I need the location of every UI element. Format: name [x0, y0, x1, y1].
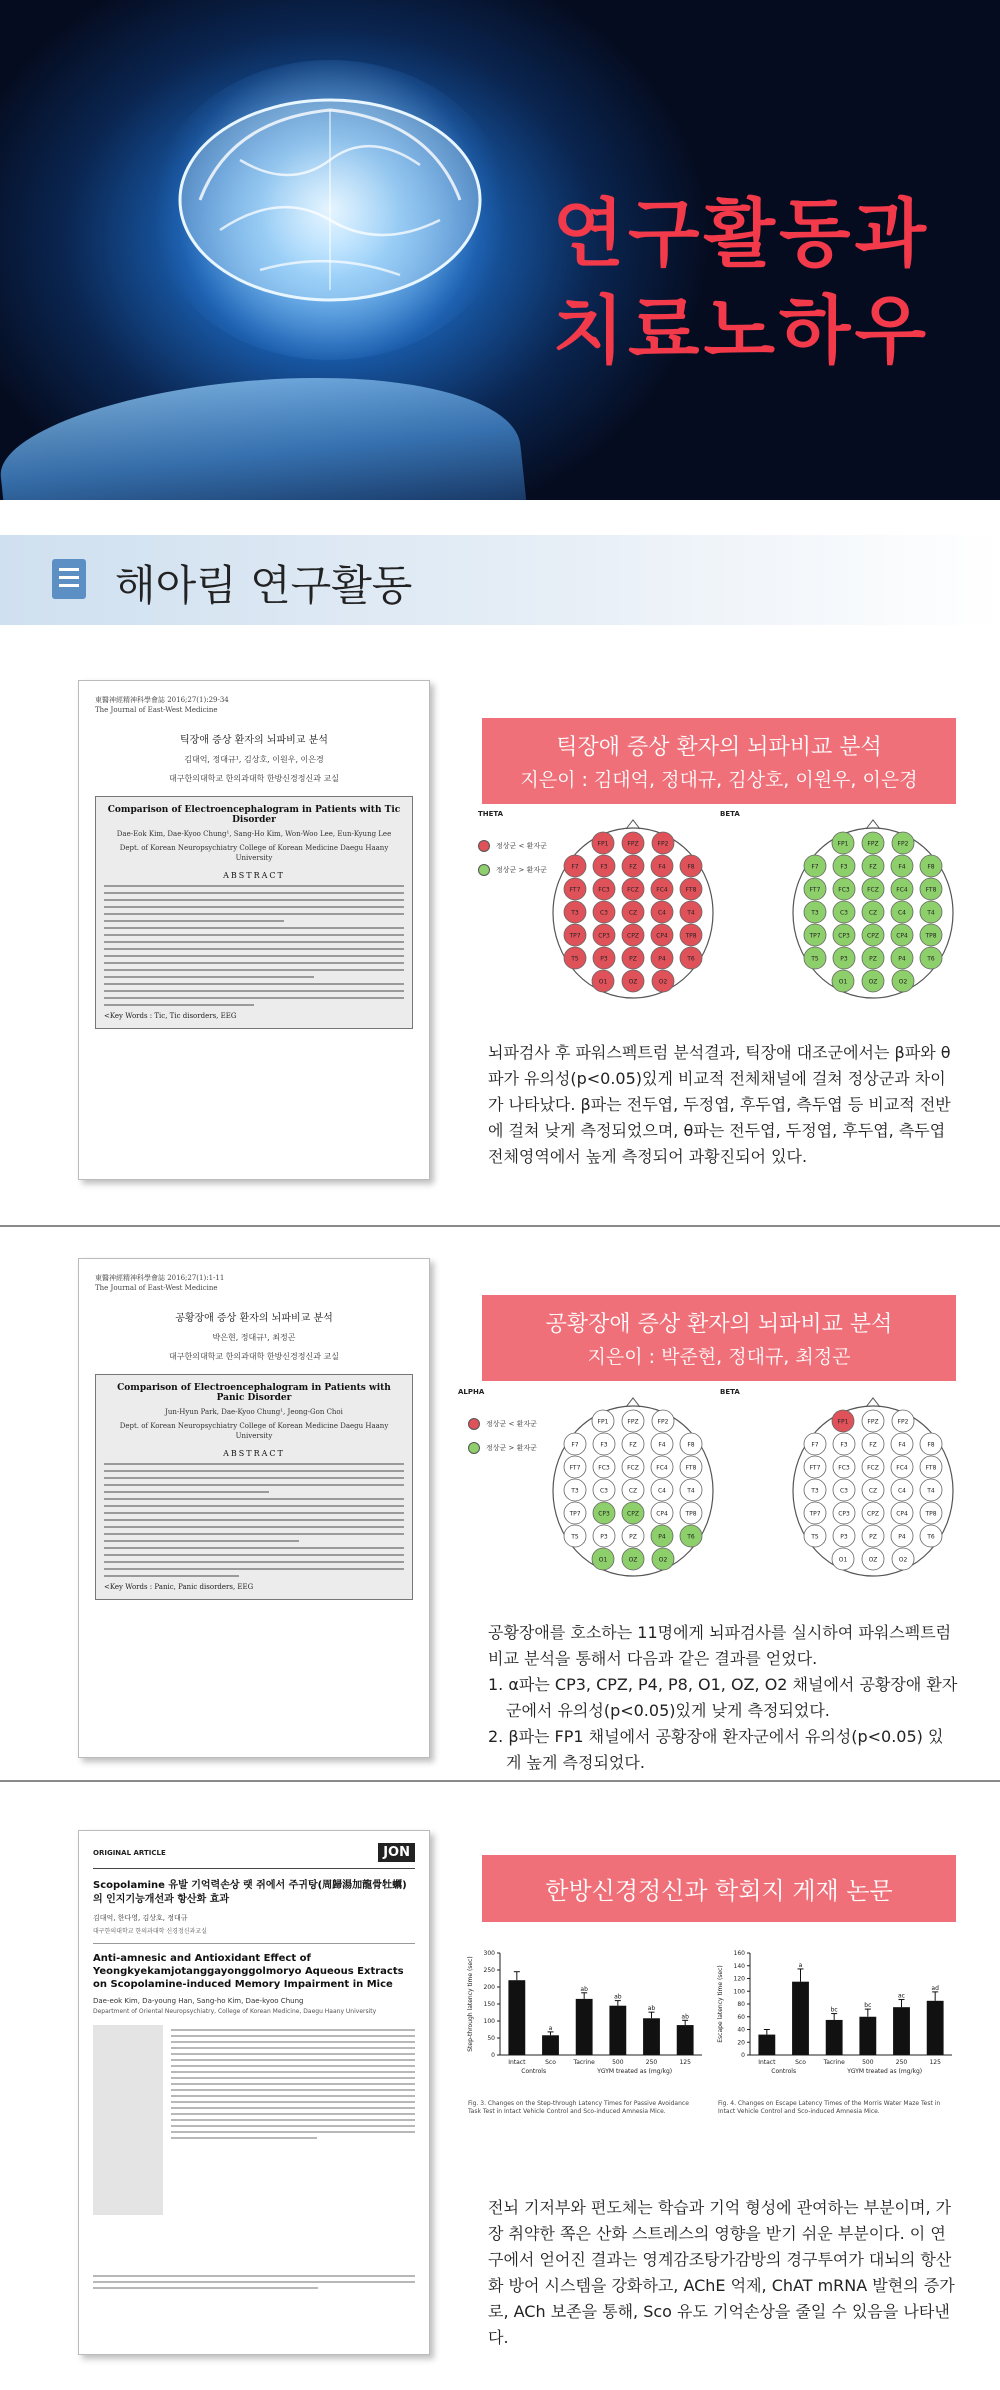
electrode-label: O2 [658, 1556, 668, 1564]
paper-en-title: Anti-amnesic and Antioxidant Effect of Yeongkyekamjotanggayonggolmoryo Aqueous Extracts on Scopolamine-induced Memory Impairment in Mice [93, 1953, 404, 1990]
electrode-label: C3 [599, 1487, 609, 1495]
electrode-label: F3 [840, 1441, 848, 1449]
electrode-label: FT7 [809, 1464, 821, 1472]
electrode-label: F4 [898, 1441, 906, 1449]
electrode-label: C3 [599, 909, 609, 917]
pill-authors-text: 지은이 : 박준현, 정대규, 최정곤 [587, 1346, 851, 1368]
electrode-label: T6 [687, 955, 695, 963]
paper-en-authors: Dae-eok Kim, Da-young Han, Sang-ho Kim, Dae-kyoo Chung [93, 1997, 304, 2005]
electrode-label: FCZ [627, 886, 639, 894]
electrode-label: FCZ [627, 1464, 639, 1472]
electrode-label: F8 [687, 1441, 695, 1449]
electrode-label: T3 [571, 1487, 579, 1495]
electrode-label: CPZ [867, 932, 879, 940]
scalp-map-left [548, 818, 718, 1003]
electrode-label: O2 [898, 978, 908, 986]
x-tick-label: Tacrine [573, 2059, 595, 2066]
paper-journal: The Journal of East-West Medicine [95, 1284, 218, 1292]
desc-item-2: 2. β파는 FP1 채널에서 공황장애 환자군에서 유의성(p<0.05) 있게 높게 측정되었다. [488, 1727, 944, 1772]
electrode-label: FZ [869, 1441, 877, 1449]
paper-abstract-label: ABSTRACT [223, 1449, 285, 1458]
electrode-label: TP7 [809, 932, 821, 940]
paper-kr-authors: 박은현, 정대규¹, 최정곤 [212, 1333, 296, 1342]
section-header [0, 535, 1000, 625]
electrode-label: TP7 [569, 932, 581, 940]
electrode-label: FC3 [598, 1464, 610, 1472]
electrode-label: TP7 [569, 1510, 581, 1518]
electrode-label: FZ [629, 863, 637, 871]
electrode-label: OZ [628, 978, 638, 986]
significance-label: ab [681, 2013, 689, 2021]
electrode-label: F8 [687, 863, 695, 871]
paper-thumbnail-journal [78, 1830, 430, 2355]
electrode-label: F3 [840, 863, 848, 871]
paper-article-type: ORIGINAL ARTICLE [93, 1848, 166, 1857]
electrode-label: CP3 [838, 932, 850, 940]
electrode-label: FPZ [867, 1418, 879, 1426]
electrode-label: F4 [658, 863, 666, 871]
electrode-label: O2 [658, 978, 668, 986]
electrode-label: CP4 [656, 1510, 668, 1518]
group-label: YGYM treated as (mg/kg) [847, 2068, 923, 2075]
x-tick-label: Intact [508, 2059, 526, 2066]
pill-authors-text: 지은이 : 김대억, 정대규, 김상호, 이원우, 이은경 [520, 769, 918, 791]
x-tick-label: 250 [645, 2059, 658, 2066]
hero-banner [0, 0, 1000, 500]
eeg-right-label: BETA [720, 810, 740, 818]
electrode-label: P4 [658, 1533, 666, 1541]
electrode-label: CP4 [896, 1510, 908, 1518]
electrode-label: P3 [840, 1533, 848, 1541]
significance-label: bc [864, 2002, 872, 2010]
y-tick-label: 300 [483, 1950, 495, 1957]
desc-intro: 공황장애를 호소하는 11명에게 뇌파검사를 실시하여 파워스펙트럼 비교 분석을 통해서 다음과 같은 결과를 얻었다. [488, 1623, 952, 1668]
eeg-figure-tic [478, 810, 958, 1010]
eeg-legend [468, 1418, 537, 1466]
electrode-label: T4 [927, 909, 935, 917]
paper-abstract-label: ABSTRACT [223, 871, 285, 880]
y-tick-label: 120 [733, 1975, 745, 1983]
electrode-label: CP4 [896, 932, 908, 940]
hand-silhouette [0, 353, 526, 500]
bar [792, 1982, 809, 2055]
electrode-label: CZ [628, 909, 638, 917]
electrode-label: T6 [927, 955, 935, 963]
significance-label: ac [898, 1992, 905, 2000]
x-tick-label: 125 [929, 2059, 941, 2066]
paper-en-title: Comparison of Electroencephalogram in Patients with Panic Disorder [117, 1383, 391, 1403]
electrode-label: F7 [571, 1441, 579, 1449]
chart-step-through [462, 1945, 712, 2085]
electrode-label: FC3 [598, 886, 610, 894]
x-tick-label: 250 [895, 2059, 908, 2066]
x-tick-label: Intact [758, 2059, 776, 2066]
electrode-label: PZ [629, 1533, 637, 1541]
electrode-label: O1 [598, 978, 608, 986]
brain-illustration [160, 80, 500, 340]
paper-abstract-box [95, 1374, 413, 1600]
electrode-label: CP3 [838, 1510, 850, 1518]
y-tick-label: 250 [483, 1967, 495, 1974]
electrode-label: FC4 [896, 886, 908, 894]
electrode-label: TP8 [685, 932, 697, 940]
pill-title-text: 공황장애 증상 환자의 뇌파비교 분석 [545, 1312, 893, 1337]
y-tick-label: 100 [733, 1988, 745, 1996]
y-tick-label: 140 [733, 1962, 745, 1970]
y-tick-label: 160 [733, 1950, 745, 1957]
electrode-label: CZ [868, 1487, 878, 1495]
bar [826, 2020, 843, 2055]
paper-en-title: Comparison of Electroencephalogram in Patients with Tic Disorder [107, 805, 401, 825]
electrode-label: FC3 [838, 886, 850, 894]
y-tick-label: 150 [483, 2001, 495, 2008]
electrode-label: T5 [571, 1533, 579, 1541]
electrode-label: F4 [658, 1441, 666, 1449]
significance-label: ad [931, 1984, 939, 1992]
paper-journal: The Journal of East-West Medicine [95, 706, 218, 714]
y-axis-label: Step-through latency time (sec) [467, 1956, 474, 2052]
journal-badge: JON [378, 1843, 415, 1862]
electrode-label: FZ [629, 1441, 637, 1449]
electrode-label: T6 [927, 1533, 935, 1541]
x-tick-label: 500 [862, 2059, 874, 2066]
pill-title-text: 한방신경정신과 학회지 게재 논문 [545, 1877, 893, 1905]
document-icon [52, 559, 86, 599]
paper-en-authors: Dae-Eok Kim, Dae-Kyoo Chung¹, Sang-Ho Kim, Won-Woo Lee, Eun-Kyung Lee [116, 830, 392, 838]
y-tick-label: 0 [491, 2052, 495, 2059]
y-axis-label: Escape latency time (sec) [717, 1965, 724, 2043]
paper-header: 東醫神經精神科學會誌 2016;27(1):1-11 [95, 1274, 225, 1282]
x-tick-label: Sco [795, 2059, 806, 2066]
electrode-label: FT8 [925, 886, 937, 894]
electrode-label: T4 [687, 1487, 695, 1495]
y-tick-label: 20 [737, 2039, 745, 2047]
electrode-label: TP7 [809, 1510, 821, 1518]
legend-high: 정상군 < 환자군 [486, 1420, 537, 1428]
electrode-label: P3 [600, 955, 608, 963]
divider [0, 1780, 1000, 1782]
paper-keywords: <Key Words : Tic, Tic disorders, EEG [104, 1012, 237, 1020]
scalp-map-right [788, 1396, 958, 1581]
electrode-label: FT7 [809, 886, 821, 894]
paper-kr-affil: 대구한의대학교 한의과대학 신경정신과교실 [93, 1928, 207, 1935]
pill-tic-title [482, 718, 956, 804]
electrode-label: PZ [629, 955, 637, 963]
significance-label: a [548, 2024, 553, 2032]
electrode-label: FCZ [867, 886, 879, 894]
bar [609, 2006, 626, 2055]
electrode-label: FT8 [685, 886, 697, 894]
x-tick-label: Tacrine [823, 2059, 845, 2066]
electrode-label: F7 [811, 863, 819, 871]
electrode-label: FT7 [569, 886, 581, 894]
y-tick-label: 200 [483, 1984, 495, 1991]
hero-title-line2: 치료노하우 [552, 288, 930, 374]
paper-en-affil: Dept. of Korean Neuropsychiatry College of Korean Medicine Daegu Haany University [119, 844, 389, 862]
significance-label: a [798, 1961, 803, 1969]
electrode-label: P3 [840, 955, 848, 963]
bar [859, 2017, 876, 2055]
electrode-label: C3 [839, 909, 849, 917]
electrode-label: OZ [868, 978, 878, 986]
paper-keywords: <Key Words : Panic, Panic disorders, EEG [104, 1583, 254, 1591]
significance-label: ab [580, 1985, 588, 1993]
electrode-label: T3 [811, 909, 819, 917]
eeg-left-label: THETA [478, 810, 504, 818]
electrode-label: O2 [898, 1556, 908, 1564]
description-journal: 전뇌 기저부와 편도체는 학습과 기억 형성에 관여하는 부분이며, 가장 취약한 쪽은 산화 스트레스의 영향을 받기 쉬운 부분이다. 이 연구에서 얻어진 결과는 영계감조탕가감방의 경구투여가 대뇌의 항산화 방어 시스템을 강화하고, AChE 억제, ChAT mRNA 발현의 증가로, ACh 보존을 통해, Sco 유도 기억손상을 줄일 수 있음을 나타낸다. [488, 2198, 955, 2347]
paper-kr-title: Scopolamine 유발 기억력손상 랫 쥐에서 주귀탕(周歸湯加龍骨牡蠣)의 인지기능개선과 항산화 효과 [93, 1880, 407, 1905]
legend-low: 정상군 > 환자군 [486, 1444, 537, 1452]
divider [0, 1225, 1000, 1227]
abstract-text-lines [104, 1463, 404, 1577]
electrode-label: T5 [571, 955, 579, 963]
electrode-label: CZ [868, 909, 878, 917]
eeg-left-label: ALPHA [458, 1388, 485, 1396]
electrode-label: P4 [898, 1533, 906, 1541]
electrode-label: F4 [898, 863, 906, 871]
electrode-label: FT8 [685, 1464, 697, 1472]
y-tick-label: 50 [487, 2035, 495, 2042]
electrode-label: FP1 [597, 840, 609, 848]
electrode-label: PZ [869, 1533, 877, 1541]
bar [758, 2035, 775, 2055]
electrode-label: FC4 [896, 1464, 908, 1472]
paper-sidebar [93, 2025, 163, 2215]
bar [576, 1999, 593, 2055]
description-panic [488, 1620, 958, 1776]
electrode-label: F3 [600, 863, 608, 871]
electrode-label: T5 [811, 1533, 819, 1541]
electrode-label: F7 [811, 1441, 819, 1449]
electrode-label: CPZ [627, 932, 639, 940]
paper-en-affil: Dept. of Korean Neuropsychiatry College of Korean Medicine Daegu Haany University [119, 1422, 389, 1440]
paper-text-lines [171, 2025, 415, 2215]
electrode-label: OZ [868, 1556, 878, 1564]
y-tick-label: 100 [483, 2018, 495, 2025]
y-tick-label: 80 [737, 2001, 745, 2008]
paper-kr-title: 공황장애 증상 환자의 뇌파비교 분석 [175, 1313, 333, 1324]
pill-panic-title [482, 1295, 956, 1381]
electrode-label: T6 [687, 1533, 695, 1541]
electrode-label: TP8 [685, 1510, 697, 1518]
electrode-label: C4 [657, 1487, 667, 1495]
paper-abstract-box [95, 796, 413, 1029]
electrode-label: T3 [811, 1487, 819, 1495]
eeg-figure-panic [458, 1388, 958, 1588]
electrode-label: FP2 [657, 840, 669, 848]
electrode-label: O1 [838, 1556, 848, 1564]
electrode-label: T3 [571, 909, 579, 917]
electrode-label: TP8 [925, 932, 937, 940]
paper-kr-authors: 김대억, 한다영, 김상호, 정대규 [93, 1914, 188, 1922]
significance-label: ab [647, 2005, 656, 2013]
bar [643, 2018, 660, 2055]
electrode-label: F8 [927, 1441, 935, 1449]
eeg-legend [478, 840, 547, 888]
x-tick-label: 500 [612, 2059, 624, 2066]
electrode-label: O1 [598, 1556, 608, 1564]
electrode-label: FP2 [897, 1418, 909, 1426]
electrode-label: FP2 [657, 1418, 669, 1426]
electrode-label: OZ [628, 1556, 638, 1564]
paper-thumbnail-tic [78, 680, 430, 1180]
electrode-label: CP3 [598, 1510, 610, 1518]
description-tic: 뇌파검사 후 파워스펙트럼 분석결과, 틱장애 대조군에서는 β파와 θ파가 유의성(p<0.05)있게 비교적 전체채널에 걸쳐 정상군과 차이가 나타났다. β파는 전두엽, 두정엽, 후두엽, 측두엽 등 비교적 전반에 걸쳐 낮게 측정되었으며, θ파는 전두엽, 두정엽, 후두엽, 측두엽 전체영역에서 높게 측정되어 과황진되어 있다. [488, 1043, 951, 1166]
electrode-label: O1 [838, 978, 848, 986]
electrode-label: FP1 [837, 840, 849, 848]
paper-kr-affil: 대구한의대학교 한의과대학 한방신경정신과 교실 [169, 774, 339, 783]
paper-kr-title: 틱장애 증상 환자의 뇌파비교 분석 [180, 735, 328, 746]
electrode-label: FC4 [656, 1464, 668, 1472]
electrode-label: CP4 [656, 932, 668, 940]
electrode-label: FT8 [925, 1464, 937, 1472]
electrode-label: FP1 [837, 1418, 849, 1426]
paper-body [93, 2025, 415, 2215]
electrode-label: FCZ [867, 1464, 879, 1472]
electrode-label: FT7 [569, 1464, 581, 1472]
legend-high: 정상군 < 환자군 [496, 842, 547, 850]
significance-label: ab [614, 1993, 622, 2001]
electrode-label: CZ [628, 1487, 638, 1495]
electrode-label: CPZ [867, 1510, 879, 1518]
paper-thumbnail-panic [78, 1258, 430, 1758]
electrode-label: C4 [897, 909, 907, 917]
x-tick-label: 125 [679, 2059, 691, 2066]
bar [893, 2007, 910, 2055]
pill-journal-title [482, 1855, 956, 1922]
y-tick-label: 40 [737, 2026, 745, 2034]
electrode-label: CPZ [627, 1510, 639, 1518]
x-tick-label: Sco [545, 2059, 556, 2066]
paper-kr-authors: 김대억, 정대규¹, 김상호, 이원우, 이은경 [184, 755, 324, 764]
electrode-label: T5 [811, 955, 819, 963]
electrode-label: F7 [571, 863, 579, 871]
electrode-label: FP2 [897, 840, 909, 848]
bar [542, 2035, 559, 2055]
y-tick-label: 60 [737, 2013, 745, 2021]
electrode-label: F8 [927, 863, 935, 871]
pill-title-text: 틱장애 증상 환자의 뇌파비교 분석 [556, 735, 882, 760]
fig4-caption: Fig. 4. Changes on Escape Latency Times of the Morris Water Maze Test in Intact Vehicle Control and Sco-induced Amnesia Mice. [718, 2100, 941, 2115]
electrode-label: C4 [897, 1487, 907, 1495]
bar [508, 1980, 525, 2055]
electrode-label: T4 [927, 1487, 935, 1495]
electrode-label: FPZ [627, 840, 639, 848]
electrode-label: FPZ [627, 1418, 639, 1426]
scalp-map-right [788, 818, 958, 1003]
desc-item-1: 1. α파는 CP3, CPZ, P4, P8, O1, OZ, O2 채널에서 공황장애 환자군에서 유의성(p<0.05)있게 낮게 측정되었다. [488, 1675, 958, 1720]
electrode-label: FP1 [597, 1418, 609, 1426]
group-label: YGYM treated as (mg/kg) [597, 2068, 673, 2075]
electrode-label: C4 [657, 909, 667, 917]
electrode-label: TP8 [925, 1510, 937, 1518]
bar [927, 2001, 944, 2055]
paper-en-affil: Department of Oriental Neuropsychiatry, College of Korean Medicine, Daegu Haany University [93, 2008, 377, 2015]
electrode-label: FC3 [838, 1464, 850, 1472]
electrode-label: T4 [687, 909, 695, 917]
electrode-label: PZ [869, 955, 877, 963]
chart-escape-latency [712, 1945, 962, 2085]
paper-header: 東醫神經精神科學會誌 2016;27(1):29-34 [95, 696, 229, 704]
scalp-map-left [548, 1396, 718, 1581]
section-title: 해아림 연구활동 [115, 561, 413, 610]
electrode-label: C3 [839, 1487, 849, 1495]
eeg-right-label: BETA [720, 1388, 740, 1396]
paper-kr-affil: 대구한의대학교 한의과대학 한방신경정신과 교실 [169, 1352, 339, 1361]
electrode-label: FZ [869, 863, 877, 871]
y-tick-label: 0 [741, 2052, 745, 2059]
paper-en-authors: Jun-Hyun Park, Dae-Kyoo Chung¹, Jeong-Gon Choi [165, 1408, 343, 1416]
legend-low: 정상군 > 환자군 [496, 866, 547, 874]
electrode-label: P4 [658, 955, 666, 963]
electrode-label: FC4 [656, 886, 668, 894]
abstract-text-lines [104, 885, 404, 1006]
electrode-label: P3 [600, 1533, 608, 1541]
group-label: Controls [771, 2068, 797, 2075]
electrode-label: F3 [600, 1441, 608, 1449]
bar [677, 2025, 694, 2055]
electrode-label: FPZ [867, 840, 879, 848]
electrode-label: P4 [898, 955, 906, 963]
fig3-caption: Fig. 3. Changes on the Step-through Latency Times for Passive Avoidance Task Test in Intact Vehicle Control and Sco-induced Amnesia Mice. [468, 2100, 689, 2115]
hero-title-line1: 연구활동과 [552, 191, 930, 277]
significance-label: bc [830, 2006, 838, 2014]
electrode-label: CP3 [598, 932, 610, 940]
group-label: Controls [521, 2068, 547, 2075]
